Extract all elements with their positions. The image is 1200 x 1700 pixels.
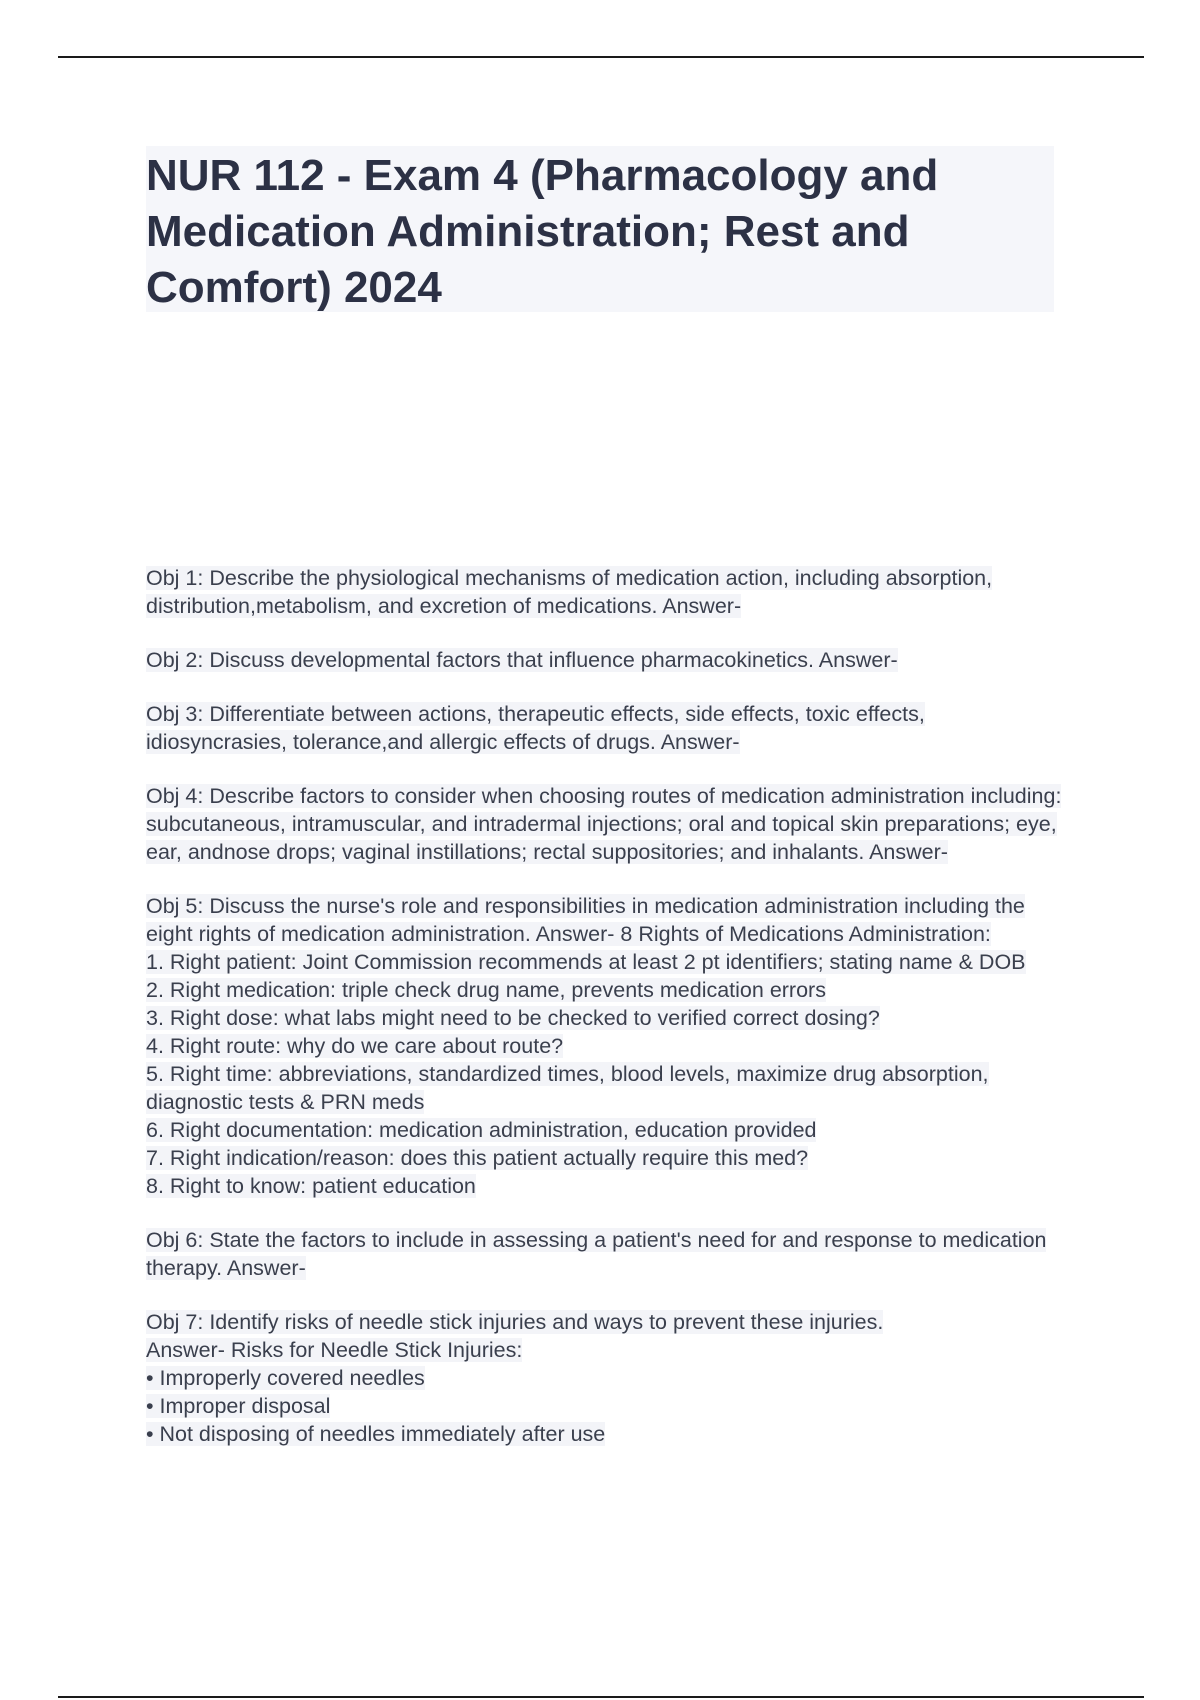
objective-4-text: Obj 4: Describe factors to consider when choosing routes of medication administration including: subcutaneous, intramuscular, and intradermal injections; oral and topical skin preparations; eye, ear, andnose drops; vaginal instillations; rectal suppositories; and inhalants. Answer- [146,784,1062,864]
objective-3-text: Obj 3: Differentiate between actions, therapeutic effects, side effects, toxic effects, idiosyncrasies, tolerance,and allergic effects of drugs. Answer- [146,702,925,754]
list-item: 4. Right route: why do we care about route? [146,1034,564,1058]
bottom-rule [58,1696,1144,1698]
list-item: 2. Right medication: triple check drug name, prevents medication errors [146,978,826,1002]
objective-3 [146,700,1066,756]
document-title: NUR 112 - Exam 4 (Pharmacology and Medication Administration; Rest and Comfort) 2024 [146,151,939,312]
objective-1-text: Obj 1: Describe the physiological mechanisms of medication action, including absorption, distribution,metabolism, and excretion of medications. Answer- [146,566,993,618]
document-body [146,564,1066,1474]
objective-6-text: Obj 6: State the factors to include in assessing a patient's need for and response to medication therapy. Answer- [146,1228,1047,1280]
objective-2 [146,646,1066,674]
objective-7-text: Obj 7: Identify risks of needle stick injuries and ways to prevent these injuries. [146,1310,884,1334]
list-item: 6. Right documentation: medication administration, education provided [146,1118,817,1142]
objective-5-text: Obj 5: Discuss the nurse's role and responsibilities in medication administration including the eight rights of medication administration. Answer- 8 Rights of Medications Administration: [146,894,1025,946]
objective-6 [146,1226,1066,1282]
top-rule [58,56,1144,58]
needle-risks-list [146,1364,1066,1448]
list-item: 8. Right to know: patient education [146,1174,476,1198]
medication-rights-list [146,948,1066,1200]
objective-7-subtext: Answer- Risks for Needle Stick Injuries: [146,1338,523,1362]
list-item: • Improperly covered needles [146,1366,425,1390]
list-item: 1. Right patient: Joint Commission recommends at least 2 pt identifiers; stating name & DOB [146,950,1026,974]
objective-7 [146,1308,1066,1448]
list-item: 3. Right dose: what labs might need to be checked to verified correct dosing? [146,1006,880,1030]
objective-1 [146,564,1066,620]
list-item: • Not disposing of needles immediately after use [146,1422,606,1446]
list-item: 5. Right time: abbreviations, standardized times, blood levels, maximize drug absorption, diagnostic tests & PRN meds [146,1062,989,1114]
list-item: 7. Right indication/reason: does this patient actually require this med? [146,1146,809,1170]
objective-5 [146,892,1066,1200]
objective-2-text: Obj 2: Discuss developmental factors that influence pharmacokinetics. Answer- [146,648,898,672]
objective-4 [146,782,1066,866]
list-item: • Improper disposal [146,1394,331,1418]
